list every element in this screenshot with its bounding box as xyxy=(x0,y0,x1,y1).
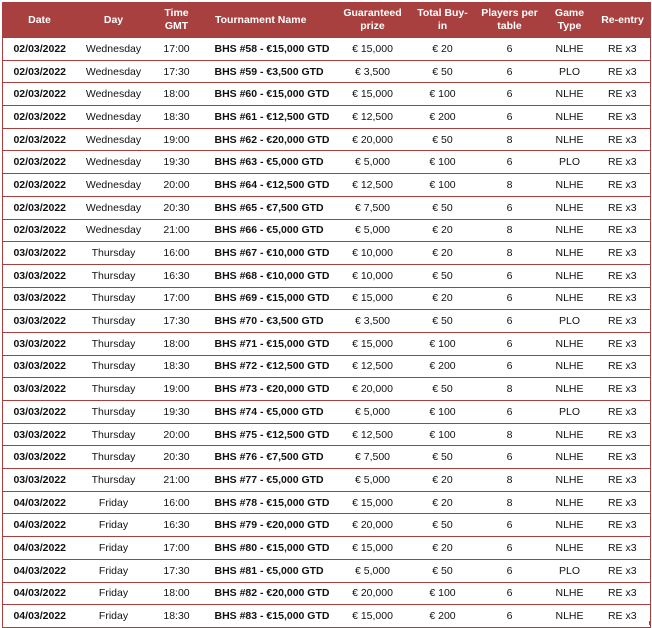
date-cell: 02/03/2022 xyxy=(3,106,77,129)
game-type-cell: NLHE xyxy=(545,446,595,469)
header-re-entry: Re-entry xyxy=(595,3,651,38)
game-type-cell: PLO xyxy=(545,401,595,424)
time-cell: 16:30 xyxy=(151,514,203,537)
date-cell: 03/03/2022 xyxy=(3,310,77,333)
guaranteed-prize-cell: € 3,500 xyxy=(335,60,411,83)
time-cell: 18:30 xyxy=(151,605,203,628)
time-cell: 18:30 xyxy=(151,106,203,129)
players-per-table-cell: 6 xyxy=(475,151,545,174)
players-per-table-cell: 8 xyxy=(475,128,545,151)
tournament-name-cell: BHS #58 - €15,000 GTD xyxy=(203,38,335,61)
time-cell: 16:00 xyxy=(151,242,203,265)
tournament-name-cell: BHS #66 - €5,000 GTD xyxy=(203,219,335,242)
day-cell: Wednesday xyxy=(77,196,151,219)
players-per-table-cell: 6 xyxy=(475,446,545,469)
time-cell: 20:30 xyxy=(151,446,203,469)
game-type-cell: NLHE xyxy=(545,514,595,537)
guaranteed-prize-cell: € 7,500 xyxy=(335,196,411,219)
date-cell: 02/03/2022 xyxy=(3,174,77,197)
tournament-name-cell: BHS #60 - €15,000 GTD xyxy=(203,83,335,106)
time-cell: 20:00 xyxy=(151,423,203,446)
guaranteed-prize-cell: € 7,500 xyxy=(335,446,411,469)
players-per-table-cell: 6 xyxy=(475,514,545,537)
players-per-table-cell: 6 xyxy=(475,537,545,560)
day-cell: Wednesday xyxy=(77,219,151,242)
time-cell: 16:00 xyxy=(151,491,203,514)
date-cell: 04/03/2022 xyxy=(3,514,77,537)
game-type-cell: NLHE xyxy=(545,174,595,197)
time-cell: 17:00 xyxy=(151,287,203,310)
re-entry-cell: RE x3 xyxy=(595,264,651,287)
time-cell: 17:00 xyxy=(151,38,203,61)
table-row xyxy=(3,582,651,605)
table-row xyxy=(3,83,651,106)
header-tournament-name: Tournament Name xyxy=(203,3,335,38)
buy-in-cell: € 50 xyxy=(411,196,475,219)
day-cell: Friday xyxy=(77,582,151,605)
day-cell: Friday xyxy=(77,514,151,537)
guaranteed-prize-cell: € 15,000 xyxy=(335,287,411,310)
re-entry-cell: RE x3 xyxy=(595,287,651,310)
table-row xyxy=(3,287,651,310)
table-row xyxy=(3,332,651,355)
day-cell: Thursday xyxy=(77,446,151,469)
guaranteed-prize-cell: € 5,000 xyxy=(335,219,411,242)
guaranteed-prize-cell: € 3,500 xyxy=(335,310,411,333)
buy-in-cell: € 20 xyxy=(411,537,475,560)
date-cell: 04/03/2022 xyxy=(3,605,77,628)
guaranteed-prize-cell: € 12,500 xyxy=(335,423,411,446)
game-type-cell: NLHE xyxy=(545,38,595,61)
game-type-cell: NLHE xyxy=(545,469,595,492)
game-type-cell: NLHE xyxy=(545,355,595,378)
date-cell: 03/03/2022 xyxy=(3,446,77,469)
day-cell: Wednesday xyxy=(77,106,151,129)
time-cell: 21:00 xyxy=(151,469,203,492)
buy-in-cell: € 50 xyxy=(411,264,475,287)
time-cell: 17:00 xyxy=(151,537,203,560)
game-type-cell: NLHE xyxy=(545,582,595,605)
table-row xyxy=(3,514,651,537)
day-cell: Friday xyxy=(77,491,151,514)
day-cell: Friday xyxy=(77,605,151,628)
re-entry-cell: RE x3 xyxy=(595,537,651,560)
tournament-name-cell: BHS #69 - €15,000 GTD xyxy=(203,287,335,310)
tournament-name-cell: BHS #74 - €5,000 GTD xyxy=(203,401,335,424)
table-row xyxy=(3,446,651,469)
players-per-table-cell: 6 xyxy=(475,106,545,129)
day-cell: Friday xyxy=(77,537,151,560)
header-total-buy-in: Total Buy-in xyxy=(411,3,475,38)
guaranteed-prize-cell: € 12,500 xyxy=(335,355,411,378)
tournament-name-cell: BHS #61 - €12,500 GTD xyxy=(203,106,335,129)
buy-in-cell: € 100 xyxy=(411,401,475,424)
game-type-cell: NLHE xyxy=(545,332,595,355)
buy-in-cell: € 50 xyxy=(411,514,475,537)
guaranteed-prize-cell: € 15,000 xyxy=(335,605,411,628)
game-type-cell: PLO xyxy=(545,310,595,333)
time-cell: 19:30 xyxy=(151,151,203,174)
table-row xyxy=(3,242,651,265)
re-entry-cell: RE x3 xyxy=(595,605,651,628)
date-cell: 03/03/2022 xyxy=(3,469,77,492)
game-type-cell: NLHE xyxy=(545,106,595,129)
header-time-gmt: Time GMT xyxy=(151,3,203,38)
table-row xyxy=(3,106,651,129)
tournament-name-cell: BHS #83 - €15,000 GTD xyxy=(203,605,335,628)
tournament-name-cell: BHS #82 - €20,000 GTD xyxy=(203,582,335,605)
date-cell: 03/03/2022 xyxy=(3,401,77,424)
tournament-name-cell: BHS #72 - €12,500 GTD xyxy=(203,355,335,378)
re-entry-cell: RE x3 xyxy=(595,469,651,492)
time-cell: 19:30 xyxy=(151,401,203,424)
day-cell: Thursday xyxy=(77,264,151,287)
tournament-name-cell: BHS #65 - €7,500 GTD xyxy=(203,196,335,219)
tournament-name-cell: BHS #67 - €10,000 GTD xyxy=(203,242,335,265)
players-per-table-cell: 6 xyxy=(475,355,545,378)
game-type-cell: PLO xyxy=(545,151,595,174)
time-cell: 19:00 xyxy=(151,378,203,401)
header-day: Day xyxy=(77,3,151,38)
header-guaranteed-prize: Guaranteed prize xyxy=(335,3,411,38)
guaranteed-prize-cell: € 10,000 xyxy=(335,242,411,265)
time-cell: 18:30 xyxy=(151,355,203,378)
schedule-body xyxy=(3,38,651,628)
time-cell: 18:00 xyxy=(151,332,203,355)
players-per-table-cell: 8 xyxy=(475,378,545,401)
tournament-name-cell: BHS #71 - €15,000 GTD xyxy=(203,332,335,355)
date-cell: 02/03/2022 xyxy=(3,219,77,242)
buy-in-cell: € 50 xyxy=(411,446,475,469)
guaranteed-prize-cell: € 15,000 xyxy=(335,537,411,560)
day-cell: Wednesday xyxy=(77,60,151,83)
header-row xyxy=(3,3,651,38)
guaranteed-prize-cell: € 5,000 xyxy=(335,401,411,424)
re-entry-cell: RE x3 xyxy=(595,559,651,582)
re-entry-cell: RE x3 xyxy=(595,196,651,219)
re-entry-cell: RE x3 xyxy=(595,38,651,61)
game-type-cell: NLHE xyxy=(545,287,595,310)
buy-in-cell: € 100 xyxy=(411,151,475,174)
guaranteed-prize-cell: € 10,000 xyxy=(335,264,411,287)
date-cell: 02/03/2022 xyxy=(3,60,77,83)
guaranteed-prize-cell: € 5,000 xyxy=(335,559,411,582)
table-row xyxy=(3,423,651,446)
buy-in-cell: € 20 xyxy=(411,287,475,310)
table-row xyxy=(3,537,651,560)
players-per-table-cell: 6 xyxy=(475,264,545,287)
buy-in-cell: € 200 xyxy=(411,605,475,628)
day-cell: Thursday xyxy=(77,355,151,378)
buy-in-cell: € 50 xyxy=(411,559,475,582)
day-cell: Thursday xyxy=(77,287,151,310)
guaranteed-prize-cell: € 15,000 xyxy=(335,332,411,355)
game-type-cell: PLO xyxy=(545,60,595,83)
players-per-table-cell: 6 xyxy=(475,38,545,61)
re-entry-cell: RE x3 xyxy=(595,310,651,333)
players-per-table-cell: 6 xyxy=(475,83,545,106)
tournament-name-cell: BHS #79 - €20,000 GTD xyxy=(203,514,335,537)
table-row xyxy=(3,355,651,378)
day-cell: Thursday xyxy=(77,310,151,333)
buy-in-cell: € 100 xyxy=(411,174,475,197)
game-type-cell: PLO xyxy=(545,559,595,582)
day-cell: Wednesday xyxy=(77,128,151,151)
guaranteed-prize-cell: € 20,000 xyxy=(335,582,411,605)
guaranteed-prize-cell: € 5,000 xyxy=(335,151,411,174)
guaranteed-prize-cell: € 15,000 xyxy=(335,38,411,61)
guaranteed-prize-cell: € 20,000 xyxy=(335,378,411,401)
players-per-table-cell: 6 xyxy=(475,310,545,333)
time-cell: 17:30 xyxy=(151,310,203,333)
buy-in-cell: € 100 xyxy=(411,582,475,605)
table-row xyxy=(3,196,651,219)
tournament-name-cell: BHS #75 - €12,500 GTD xyxy=(203,423,335,446)
re-entry-cell: RE x3 xyxy=(595,106,651,129)
day-cell: Wednesday xyxy=(77,151,151,174)
header-players-per-table: Players per table xyxy=(475,3,545,38)
day-cell: Friday xyxy=(77,559,151,582)
buy-in-cell: € 50 xyxy=(411,128,475,151)
guaranteed-prize-cell: € 15,000 xyxy=(335,491,411,514)
table-row xyxy=(3,151,651,174)
guaranteed-prize-cell: € 5,000 xyxy=(335,469,411,492)
players-per-table-cell: 8 xyxy=(475,423,545,446)
players-per-table-cell: 8 xyxy=(475,219,545,242)
guaranteed-prize-cell: € 20,000 xyxy=(335,514,411,537)
players-per-table-cell: 6 xyxy=(475,196,545,219)
players-per-table-cell: 8 xyxy=(475,469,545,492)
players-per-table-cell: 6 xyxy=(475,60,545,83)
players-per-table-cell: 6 xyxy=(475,401,545,424)
tournament-name-cell: BHS #70 - €3,500 GTD xyxy=(203,310,335,333)
date-cell: 04/03/2022 xyxy=(3,559,77,582)
date-cell: 03/03/2022 xyxy=(3,355,77,378)
tournament-name-cell: BHS #77 - €5,000 GTD xyxy=(203,469,335,492)
tournament-name-cell: BHS #80 - €15,000 GTD xyxy=(203,537,335,560)
date-cell: 02/03/2022 xyxy=(3,83,77,106)
game-type-cell: NLHE xyxy=(545,423,595,446)
day-cell: Thursday xyxy=(77,469,151,492)
table-row xyxy=(3,559,651,582)
tournament-name-cell: BHS #62 - €20,000 GTD xyxy=(203,128,335,151)
table-row xyxy=(3,310,651,333)
tournament-name-cell: BHS #59 - €3,500 GTD xyxy=(203,60,335,83)
day-cell: Thursday xyxy=(77,332,151,355)
table-row xyxy=(3,219,651,242)
buy-in-cell: € 100 xyxy=(411,83,475,106)
date-cell: 02/03/2022 xyxy=(3,38,77,61)
buy-in-cell: € 20 xyxy=(411,38,475,61)
day-cell: Thursday xyxy=(77,401,151,424)
game-type-cell: NLHE xyxy=(545,378,595,401)
guaranteed-prize-cell: € 20,000 xyxy=(335,128,411,151)
day-cell: Wednesday xyxy=(77,174,151,197)
table-row xyxy=(3,264,651,287)
day-cell: Thursday xyxy=(77,242,151,265)
tournament-name-cell: BHS #76 - €7,500 GTD xyxy=(203,446,335,469)
day-cell: Wednesday xyxy=(77,38,151,61)
date-cell: 04/03/2022 xyxy=(3,582,77,605)
buy-in-cell: € 20 xyxy=(411,242,475,265)
date-cell: 03/03/2022 xyxy=(3,264,77,287)
date-cell: 03/03/2022 xyxy=(3,242,77,265)
re-entry-cell: RE x3 xyxy=(595,151,651,174)
re-entry-cell: RE x3 xyxy=(595,332,651,355)
game-type-cell: NLHE xyxy=(545,605,595,628)
game-type-cell: NLHE xyxy=(545,242,595,265)
guaranteed-prize-cell: € 15,000 xyxy=(335,83,411,106)
buy-in-cell: € 20 xyxy=(411,469,475,492)
players-per-table-cell: 6 xyxy=(475,605,545,628)
re-entry-cell: RE x3 xyxy=(595,60,651,83)
re-entry-cell: RE x3 xyxy=(595,446,651,469)
table-row xyxy=(3,128,651,151)
time-cell: 18:00 xyxy=(151,83,203,106)
time-cell: 17:30 xyxy=(151,60,203,83)
date-cell: 02/03/2022 xyxy=(3,151,77,174)
game-type-cell: NLHE xyxy=(545,491,595,514)
date-cell: 02/03/2022 xyxy=(3,128,77,151)
game-type-cell: NLHE xyxy=(545,537,595,560)
re-entry-cell: RE x3 xyxy=(595,423,651,446)
date-cell: 03/03/2022 xyxy=(3,332,77,355)
re-entry-cell: RE x3 xyxy=(595,514,651,537)
players-per-table-cell: 8 xyxy=(475,491,545,514)
re-entry-cell: RE x3 xyxy=(595,128,651,151)
tournament-name-cell: BHS #81 - €5,000 GTD xyxy=(203,559,335,582)
re-entry-cell: RE x3 xyxy=(595,378,651,401)
game-type-cell: NLHE xyxy=(545,264,595,287)
re-entry-cell: RE x3 xyxy=(595,582,651,605)
table-continuation xyxy=(2,621,650,625)
buy-in-cell: € 200 xyxy=(411,355,475,378)
time-cell: 20:00 xyxy=(151,174,203,197)
table-row xyxy=(3,378,651,401)
date-cell: 04/03/2022 xyxy=(3,491,77,514)
time-cell: 20:30 xyxy=(151,196,203,219)
players-per-table-cell: 6 xyxy=(475,582,545,605)
game-type-cell: NLHE xyxy=(545,219,595,242)
time-cell: 19:00 xyxy=(151,128,203,151)
tournament-schedule-table xyxy=(2,2,651,628)
header-date: Date xyxy=(3,3,77,38)
date-cell: 03/03/2022 xyxy=(3,287,77,310)
buy-in-cell: € 50 xyxy=(411,310,475,333)
tournament-name-cell: BHS #73 - €20,000 GTD xyxy=(203,378,335,401)
players-per-table-cell: 6 xyxy=(475,287,545,310)
game-type-cell: NLHE xyxy=(545,128,595,151)
header-game-type: Game Type xyxy=(545,3,595,38)
guaranteed-prize-cell: € 12,500 xyxy=(335,174,411,197)
players-per-table-cell: 6 xyxy=(475,559,545,582)
date-cell: 04/03/2022 xyxy=(3,537,77,560)
re-entry-cell: RE x3 xyxy=(595,355,651,378)
tournament-name-cell: BHS #68 - €10,000 GTD xyxy=(203,264,335,287)
re-entry-cell: RE x3 xyxy=(595,401,651,424)
time-cell: 16:30 xyxy=(151,264,203,287)
table-row xyxy=(3,469,651,492)
buy-in-cell: € 100 xyxy=(411,423,475,446)
buy-in-cell: € 20 xyxy=(411,219,475,242)
re-entry-cell: RE x3 xyxy=(595,83,651,106)
table-row xyxy=(3,38,651,61)
table-row xyxy=(3,60,651,83)
tournament-name-cell: BHS #64 - €12,500 GTD xyxy=(203,174,335,197)
players-per-table-cell: 8 xyxy=(475,174,545,197)
table-row xyxy=(3,491,651,514)
table-row xyxy=(3,401,651,424)
table-row xyxy=(3,174,651,197)
guaranteed-prize-cell: € 12,500 xyxy=(335,106,411,129)
day-cell: Thursday xyxy=(77,423,151,446)
buy-in-cell: € 50 xyxy=(411,60,475,83)
tournament-name-cell: BHS #63 - €5,000 GTD xyxy=(203,151,335,174)
buy-in-cell: € 20 xyxy=(411,491,475,514)
time-cell: 21:00 xyxy=(151,219,203,242)
day-cell: Thursday xyxy=(77,378,151,401)
re-entry-cell: RE x3 xyxy=(595,242,651,265)
date-cell: 03/03/2022 xyxy=(3,423,77,446)
buy-in-cell: € 200 xyxy=(411,106,475,129)
re-entry-cell: RE x3 xyxy=(595,219,651,242)
re-entry-cell: RE x3 xyxy=(595,491,651,514)
tournament-name-cell: BHS #78 - €15,000 GTD xyxy=(203,491,335,514)
re-entry-cell: RE x3 xyxy=(595,174,651,197)
date-cell: 03/03/2022 xyxy=(3,378,77,401)
time-cell: 17:30 xyxy=(151,559,203,582)
buy-in-cell: € 50 xyxy=(411,378,475,401)
game-type-cell: NLHE xyxy=(545,196,595,219)
time-cell: 18:00 xyxy=(151,582,203,605)
players-per-table-cell: 8 xyxy=(475,242,545,265)
players-per-table-cell: 6 xyxy=(475,332,545,355)
buy-in-cell: € 100 xyxy=(411,332,475,355)
day-cell: Wednesday xyxy=(77,83,151,106)
game-type-cell: NLHE xyxy=(545,83,595,106)
date-cell: 02/03/2022 xyxy=(3,196,77,219)
